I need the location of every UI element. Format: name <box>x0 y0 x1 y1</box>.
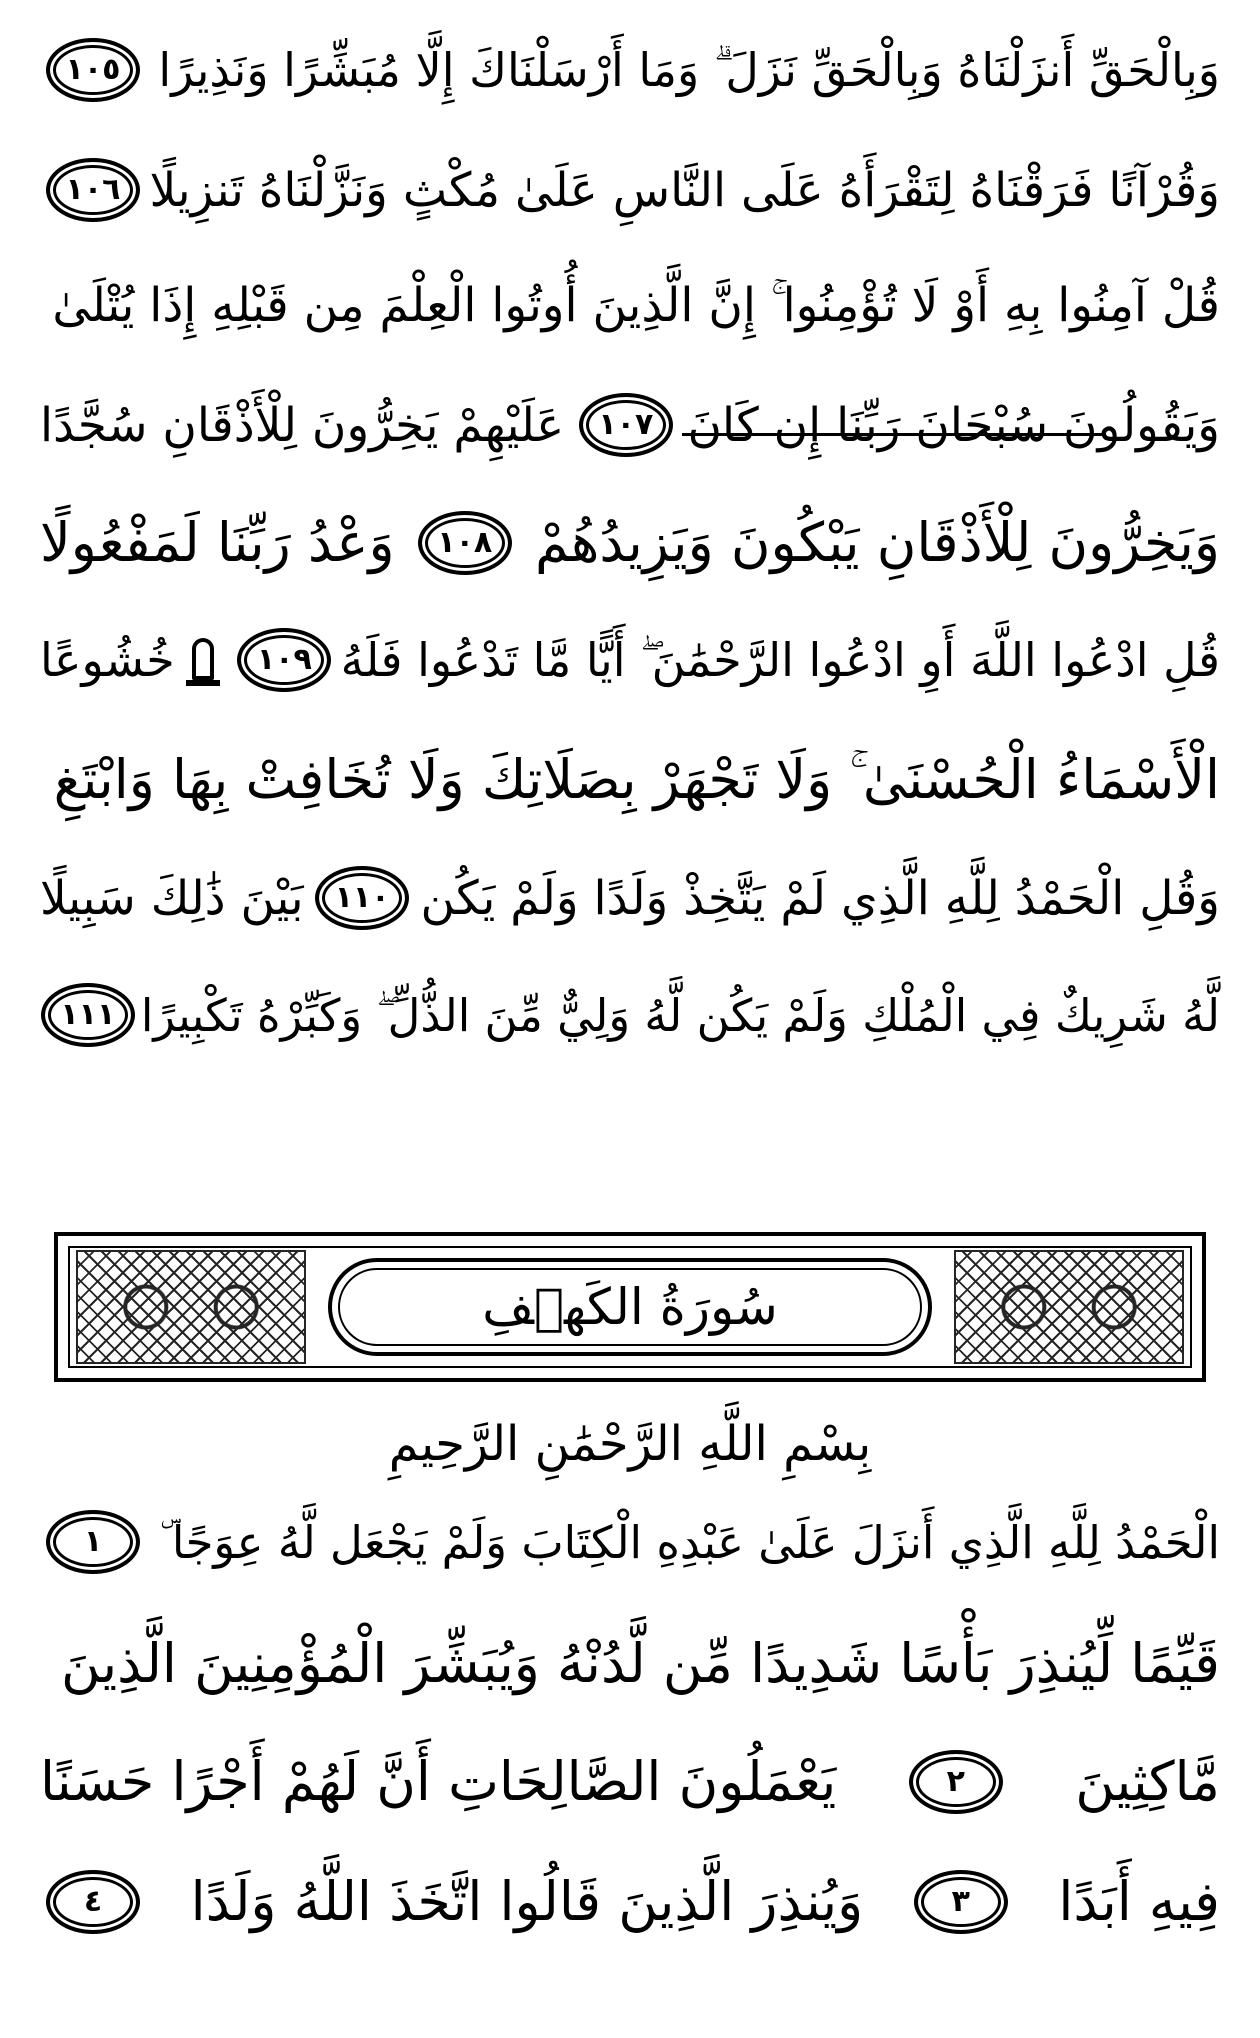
surah-title-cartouche <box>328 1258 932 1356</box>
verse-text: قُلْ آمِنُوا بِهِ أَوْ لَا تُؤْمِنُوا ۚ إِنَّ الَّذِينَ أُوتُوا الْعِلْمَ مِن قَبْلِهِ إِذَا يُتْلَىٰ <box>52 277 1220 333</box>
ayah-number-marker: ١٠٥ <box>46 38 140 102</box>
sajda-icon <box>186 634 220 686</box>
verse-text: لَّهُ شَرِيكٌ فِي الْمُلْكِ وَلَمْ يَكُن لَّهُ وَلِيٌّ مِّنَ الذُّلِّ ۖ وَكَبِّرْهُ تَكْبِيرًا <box>140 988 1220 1042</box>
verse-line <box>40 130 1220 250</box>
ornament-pattern <box>954 1250 1184 1364</box>
verse-text: مَّاكِثِينَ <box>1075 1750 1220 1813</box>
verse-text: وَيَخِرُّونَ لِلْأَذْقَانِ يَبْكُونَ وَيَزِيدُهُمْ <box>534 511 1220 574</box>
ayah-number-marker: ١٠٨ <box>418 511 512 575</box>
verse-line <box>40 720 1220 840</box>
verse-text: وَيَقُولُونَ سُبْحَانَ رَبِّنَا إِن كَانَ <box>687 397 1220 453</box>
verse-line <box>40 955 1220 1075</box>
ayah-number-marker: ٣ <box>914 1870 1008 1934</box>
verse-text: الْحَمْدُ لِلَّهِ الَّذِي أَنزَلَ عَلَىٰ عَبْدِهِ الْكِتَابَ وَلَمْ يَجْعَل لَّهُ عِوَجًا ۜ <box>160 1515 1220 1569</box>
verse-line <box>40 365 1220 485</box>
verse-text: يَعْمَلُونَ الصَّالِحَاتِ أَنَّ لَهُمْ أَجْرًا حَسَنًا <box>40 1750 837 1813</box>
ayah-number-marker: ١ <box>46 1510 140 1574</box>
ayah-number-marker: ١٠٧ <box>579 393 673 457</box>
ayah-number-marker: ٤ <box>46 1870 140 1934</box>
verse-line <box>40 1722 1220 1842</box>
verse-text: وَعْدُ رَبِّنَا لَمَفْعُولًا <box>40 511 395 574</box>
verse-line <box>40 1482 1220 1602</box>
verse-text: خُشُوعًا <box>40 633 175 687</box>
ayah-number-marker: ١٠٦ <box>46 158 140 222</box>
ayah-number-marker: ١١١ <box>41 983 135 1047</box>
verse-line <box>40 10 1220 130</box>
verse-line <box>40 245 1220 365</box>
verse-text: بَيْنَ ذَٰلِكَ سَبِيلًا <box>40 870 304 926</box>
ayah-number-marker: ١١٠ <box>315 866 409 930</box>
verse-text: الْأَسْمَاءُ الْحُسْنَىٰ ۚ وَلَا تَجْهَرْ بِصَلَاتِكَ وَلَا تُخَافِتْ بِهَا وَابْتَغِ <box>53 748 1220 811</box>
ornament-pattern <box>76 1250 306 1364</box>
verse-line <box>40 1604 1220 1724</box>
verse-text: عَلَيْهِمْ يَخِرُّونَ لِلْأَذْقَانِ سُجَّدًا <box>40 397 565 453</box>
verse-line <box>40 838 1220 958</box>
verse-text: فِيهِ أَبَدًا <box>1058 1870 1220 1933</box>
verse-text: وَيُنذِرَ الَّذِينَ قَالُوا اتَّخَذَ اللَّهُ وَلَدًا <box>190 1870 864 1933</box>
verse-line <box>40 600 1220 720</box>
verse-text: وَبِالْحَقِّ أَنزَلْنَاهُ وَبِالْحَقِّ نَزَلَ ۗ وَمَا أَرْسَلْنَاكَ إِلَّا مُبَشِّرًا وَنَذِيرًا <box>158 43 1220 97</box>
verse-text: وَقُرْآنًا فَرَقْنَاهُ لِتَقْرَأَهُ عَلَى النَّاسِ عَلَىٰ مُكْثٍ وَنَزَّلْنَاهُ تَنزِيلًا <box>149 162 1220 218</box>
verse-text: وَقُلِ الْحَمْدُ لِلَّهِ الَّذِي لَمْ يَتَّخِذْ وَلَدًا وَلَمْ يَكُن <box>420 870 1220 926</box>
surah-title: سُورَةُ الكَهۡفِ <box>482 1278 778 1336</box>
basmala: بِسْمِ اللَّهِ الرَّحْمَٰنِ الرَّحِيمِ <box>388 1416 872 1472</box>
verse-text: قَيِّمًا لِّيُنذِرَ بَأْسًا شَدِيدًا مِّن لَّدُنْهُ وَيُبَشِّرَ الْمُؤْمِنِينَ الَّذِينَ <box>60 1632 1220 1695</box>
surah-header-frame <box>54 1232 1206 1382</box>
ayah-number-marker: ١٠٩ <box>237 628 331 692</box>
verse-text: قُلِ ادْعُوا اللَّهَ أَوِ ادْعُوا الرَّحْمَٰنَ ۖ أَيًّا مَّا تَدْعُوا فَلَهُ <box>340 633 1220 687</box>
verse-line <box>40 1842 1220 1962</box>
verse-line <box>40 483 1220 603</box>
ayah-number-marker: ٢ <box>909 1750 1003 1814</box>
